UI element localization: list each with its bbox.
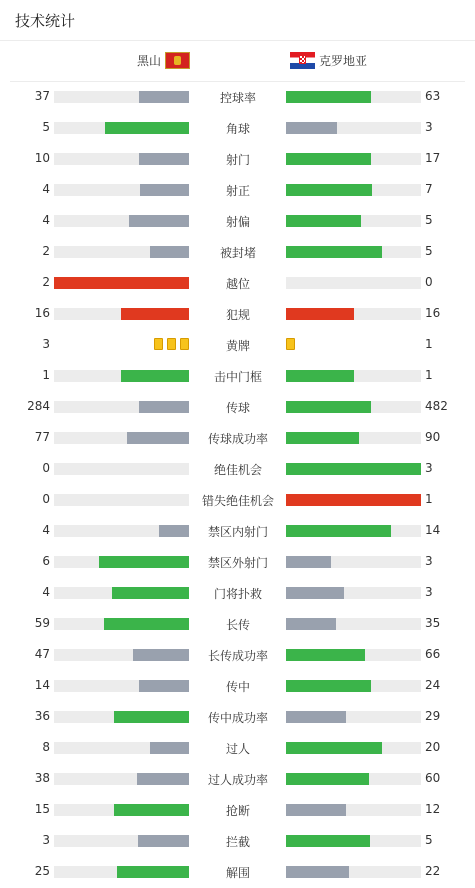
away-bar-track (286, 866, 421, 878)
stat-row (0, 577, 475, 608)
stat-row (0, 453, 475, 484)
away-value: 1 (425, 368, 433, 382)
away-bar-fill (286, 525, 391, 537)
away-bar-fill (286, 618, 336, 630)
stat-label: 长传成功率 (207, 649, 268, 663)
stat-label: 过人 (225, 742, 250, 756)
home-bar-fill (104, 618, 189, 630)
stat-label: 犯规 (225, 308, 250, 322)
away-value: 16 (425, 306, 441, 320)
home-bar-track (54, 246, 189, 258)
home-bar-fill (117, 866, 189, 878)
stat-row (0, 174, 475, 205)
away-value: 3 (425, 585, 433, 599)
stat-row (0, 856, 475, 887)
away-bar-track (286, 122, 421, 134)
home-bar-track (54, 556, 189, 568)
stat-row (0, 732, 475, 763)
home-bar-fill (105, 122, 189, 134)
home-bar-track (54, 587, 189, 599)
home-value: 15 (34, 802, 50, 816)
away-bar-fill (286, 463, 421, 475)
home-bar-track (54, 463, 189, 475)
home-bar-fill (139, 153, 189, 165)
yellow-card-icon (286, 338, 295, 350)
stat-row (0, 608, 475, 639)
home-bar-track (54, 277, 189, 289)
home-bar-fill (127, 432, 189, 444)
away-value: 90 (425, 430, 441, 444)
home-team-name: 黑山 (136, 54, 161, 68)
away-value: 17 (425, 151, 441, 165)
away-bar-track (286, 711, 421, 723)
home-bar-fill (121, 308, 189, 320)
stat-label: 传球成功率 (207, 432, 268, 446)
stat-label: 射门 (225, 153, 250, 167)
home-value: 0 (42, 461, 50, 475)
away-bar-fill (286, 649, 365, 661)
home-bar-fill (139, 91, 189, 103)
home-bar-fill (114, 804, 189, 816)
yellow-card-icon (154, 338, 163, 350)
stat-label: 击中门框 (213, 370, 262, 384)
away-value: 12 (425, 802, 441, 816)
away-bar-track (286, 184, 421, 196)
home-yellow-cards (154, 338, 189, 350)
home-bar-fill (139, 680, 189, 692)
home-bar-track (54, 122, 189, 134)
stat-row (0, 515, 475, 546)
away-team[interactable] (290, 52, 367, 69)
away-bar-track (286, 463, 421, 475)
away-bar-track (286, 91, 421, 103)
home-bar-track (54, 153, 189, 165)
stat-row (0, 112, 475, 143)
home-bar-track (54, 494, 189, 506)
page-header (0, 0, 475, 41)
home-bar-track (54, 432, 189, 444)
home-value: 59 (34, 616, 50, 630)
away-bar-track (286, 215, 421, 227)
away-value: 24 (425, 678, 441, 692)
home-value: 25 (34, 864, 50, 878)
away-value: 29 (425, 709, 441, 723)
home-bar-fill (54, 277, 189, 289)
home-value: 37 (34, 89, 50, 103)
away-bar-track (286, 835, 421, 847)
home-bar-fill (129, 215, 189, 227)
home-value: 284 (27, 399, 50, 413)
away-bar-track (286, 525, 421, 537)
home-value: 3 (42, 833, 50, 847)
stat-label: 角球 (225, 122, 250, 136)
stat-label: 传球 (225, 401, 250, 415)
home-bar-fill (140, 184, 189, 196)
croatia-flag-icon (290, 52, 315, 69)
home-bar-fill (139, 401, 189, 413)
stat-label: 禁区内射门 (207, 525, 268, 539)
home-bar-fill (112, 587, 189, 599)
home-bar-track (54, 184, 189, 196)
stat-row (0, 267, 475, 298)
home-bar-track (54, 649, 189, 661)
home-value: 3 (42, 337, 50, 351)
home-value: 4 (42, 585, 50, 599)
away-bar-fill (286, 866, 349, 878)
away-bar-fill (286, 153, 371, 165)
away-bar-fill (286, 742, 382, 754)
home-bar-fill (150, 246, 189, 258)
home-value: 4 (42, 523, 50, 537)
home-bar-track (54, 773, 189, 785)
stat-row (0, 763, 475, 794)
stat-row (0, 143, 475, 174)
stat-row (0, 670, 475, 701)
home-value: 0 (42, 492, 50, 506)
away-bar-track (286, 308, 421, 320)
stat-label: 射偏 (225, 215, 250, 229)
home-bar-fill (137, 773, 189, 785)
home-bar-track (54, 680, 189, 692)
away-value: 482 (425, 399, 448, 413)
stat-row (0, 360, 475, 391)
away-value: 5 (425, 833, 433, 847)
page-title: 技术统计 (15, 12, 76, 30)
away-value: 3 (425, 461, 433, 475)
away-bar-track (286, 556, 421, 568)
stat-label: 控球率 (219, 91, 256, 105)
stat-label: 抢断 (225, 804, 250, 818)
away-value: 1 (425, 337, 433, 351)
away-bar-fill (286, 587, 344, 599)
home-bar-track (54, 370, 189, 382)
montenegro-flag-icon (165, 52, 190, 69)
away-bar-fill (286, 432, 359, 444)
away-bar-track (286, 277, 421, 289)
away-team-name: 克罗地亚 (319, 54, 368, 68)
home-bar-track (54, 215, 189, 227)
stat-row (0, 701, 475, 732)
home-bar-track (54, 91, 189, 103)
home-bar-fill (133, 649, 189, 661)
stat-label: 过人成功率 (207, 773, 268, 787)
away-bar-track (286, 432, 421, 444)
stat-row (0, 639, 475, 670)
home-bar-track (54, 618, 189, 630)
home-value: 16 (34, 306, 50, 320)
home-bar-track (54, 835, 189, 847)
away-value: 3 (425, 120, 433, 134)
away-bar-track (286, 680, 421, 692)
away-value: 63 (425, 89, 441, 103)
stat-label: 传中成功率 (207, 711, 268, 725)
stat-label: 绝佳机会 (213, 463, 262, 477)
stat-label: 黄牌 (225, 339, 250, 353)
stat-row (0, 329, 475, 360)
away-bar-fill (286, 556, 331, 568)
home-team[interactable] (137, 52, 190, 69)
away-bar-track (286, 401, 421, 413)
stat-row (0, 298, 475, 329)
stat-row (0, 205, 475, 236)
away-bar-fill (286, 835, 370, 847)
away-value: 66 (425, 647, 441, 661)
away-bar-fill (286, 804, 346, 816)
away-bar-fill (286, 370, 354, 382)
away-bar-fill (286, 246, 382, 258)
stat-row (0, 81, 475, 112)
away-bar-track (286, 804, 421, 816)
away-bar-track (286, 649, 421, 661)
home-value: 1 (42, 368, 50, 382)
away-bar-fill (286, 215, 361, 227)
stat-row (0, 825, 475, 856)
away-bar-track (286, 773, 421, 785)
home-value: 6 (42, 554, 50, 568)
stat-label: 射正 (225, 184, 250, 198)
stat-row (0, 236, 475, 267)
away-bar-fill (286, 711, 346, 723)
away-value: 3 (425, 554, 433, 568)
away-value: 5 (425, 244, 433, 258)
stat-row (0, 422, 475, 453)
home-bar-track (54, 308, 189, 320)
home-value: 2 (42, 244, 50, 258)
away-value: 60 (425, 771, 441, 785)
stat-label: 被封堵 (219, 246, 256, 260)
yellow-card-icon (180, 338, 189, 350)
away-bar-track (286, 494, 421, 506)
away-bar-track (286, 742, 421, 754)
away-value: 5 (425, 213, 433, 227)
stat-label: 错失绝佳机会 (201, 494, 274, 508)
away-value: 1 (425, 492, 433, 506)
away-value: 20 (425, 740, 441, 754)
home-bar-track (54, 525, 189, 537)
home-value: 38 (34, 771, 50, 785)
away-bar-fill (286, 184, 372, 196)
stat-label: 传中 (225, 680, 250, 694)
home-bar-fill (150, 742, 189, 754)
home-value: 4 (42, 182, 50, 196)
home-bar-fill (114, 711, 189, 723)
home-bar-track (54, 711, 189, 723)
home-bar-fill (159, 525, 189, 537)
home-value: 14 (34, 678, 50, 692)
stat-row (0, 794, 475, 825)
away-bar-track (286, 370, 421, 382)
stat-label: 解围 (225, 866, 250, 880)
away-bar-fill (286, 680, 371, 692)
away-bar-fill (286, 122, 337, 134)
home-bar-track (54, 804, 189, 816)
home-value: 4 (42, 213, 50, 227)
home-bar-track (54, 742, 189, 754)
stat-label: 越位 (225, 277, 250, 291)
home-bar-fill (138, 835, 189, 847)
away-bar-track (286, 587, 421, 599)
stat-row (0, 391, 475, 422)
home-value: 47 (34, 647, 50, 661)
away-bar-fill (286, 91, 371, 103)
away-value: 14 (425, 523, 441, 537)
stat-row (0, 484, 475, 515)
away-bar-track (286, 153, 421, 165)
home-value: 2 (42, 275, 50, 289)
away-value: 0 (425, 275, 433, 289)
home-value: 36 (34, 709, 50, 723)
away-bar-track (286, 246, 421, 258)
away-bar-fill (286, 401, 371, 413)
yellow-card-icon (167, 338, 176, 350)
away-bar-track (286, 618, 421, 630)
stats-list (0, 81, 475, 887)
home-value: 8 (42, 740, 50, 754)
away-bar-fill (286, 773, 369, 785)
home-value: 77 (34, 430, 50, 444)
stat-label: 长传 (225, 618, 250, 632)
stat-label: 门将扑救 (213, 587, 262, 601)
home-bar-fill (99, 556, 189, 568)
home-value: 5 (42, 120, 50, 134)
away-bar-fill (286, 494, 421, 506)
stat-label: 禁区外射门 (207, 556, 268, 570)
away-yellow-cards (286, 338, 295, 350)
home-bar-track (54, 866, 189, 878)
teams-header (10, 41, 465, 82)
away-value: 35 (425, 616, 441, 630)
stat-label: 拦截 (225, 835, 250, 849)
stat-row (0, 546, 475, 577)
away-value: 7 (425, 182, 433, 196)
home-value: 10 (34, 151, 50, 165)
away-value: 22 (425, 864, 441, 878)
home-bar-fill (121, 370, 189, 382)
home-bar-track (54, 401, 189, 413)
away-bar-fill (286, 308, 354, 320)
